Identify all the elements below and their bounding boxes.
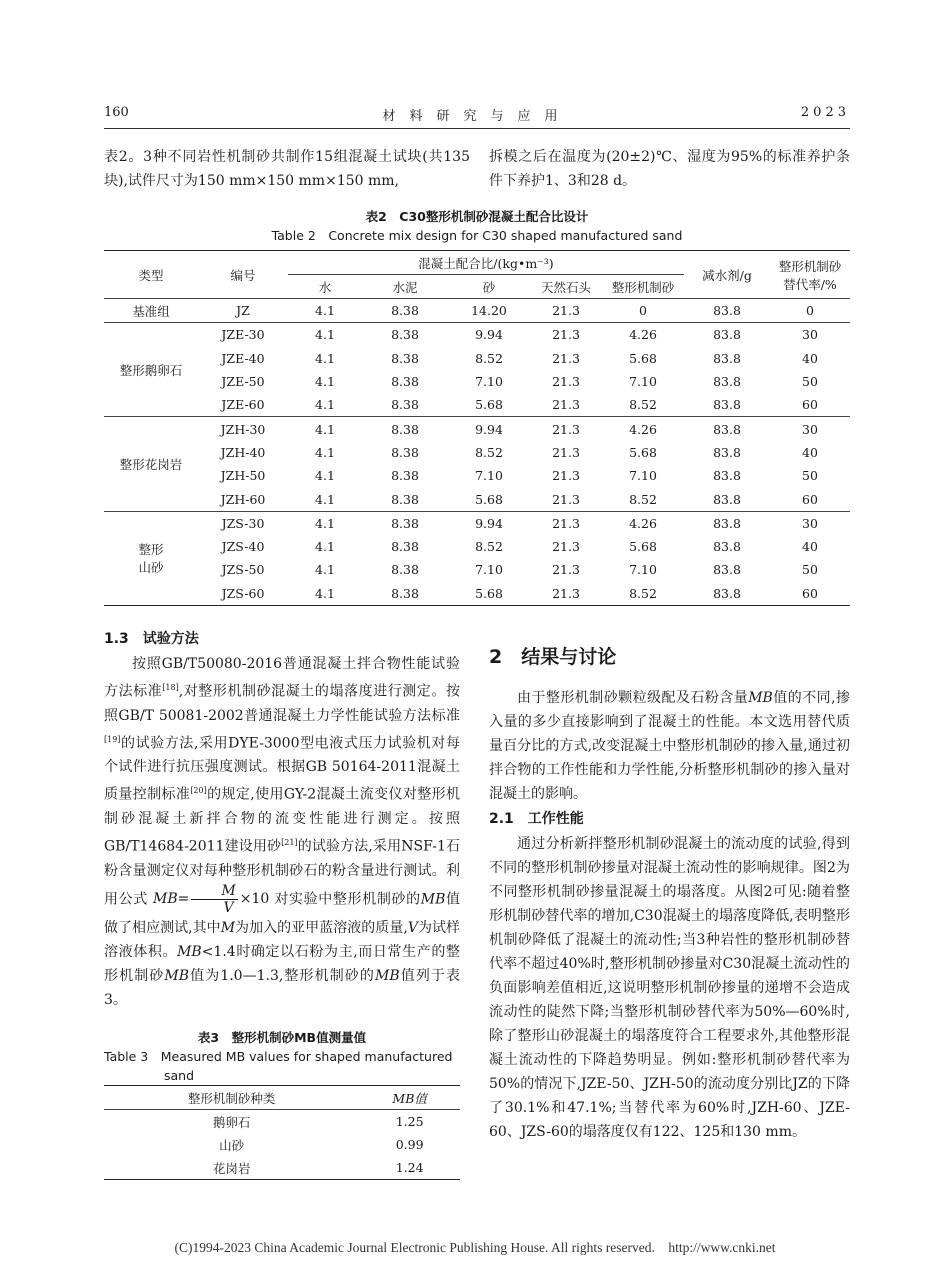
intro-right-paragraph: 拆模之后在温度为(20±2)℃、湿度为95%的标准养护条件下养护1、3和28 d。 xyxy=(489,149,850,189)
th-sand-type: 整形机制砂种类 xyxy=(187,1090,276,1106)
table2-caption-zh: 表2 C30整形机制砂混凝土配合比设计 xyxy=(365,209,589,224)
th-cement: 水泥 xyxy=(392,279,418,295)
th-mb-value: MB值 xyxy=(392,1090,427,1106)
table-row: JZH-50 4.1 8.38 7.10 21.3 7.10 83.8 50 xyxy=(220,468,818,484)
table-row: 整形花岗岩 JZH-30 4.1 8.38 9.94 21.3 4.26 83.8 30 xyxy=(104,417,850,441)
th-msand: 整形机制砂 xyxy=(611,279,675,295)
section-2-intro: 由于整形机制砂颗粒级配及石粉含量MB值的不同,掺入量的多少直接影响到了混凝土的性能。本文选用替代质量百分比的方式,改变混凝土中整形机制砂的掺入量,通过初拌合物的工作性能和力学性能,分析整形机制砂的掺入量对混凝土的影响。 xyxy=(489,690,850,802)
th-mix-group: 混凝土配合比/(kg•m⁻³) xyxy=(288,251,684,275)
table2-caption-en: Table 2 Concrete mix design for C30 shaped manufactured sand xyxy=(271,228,683,243)
table-row: 整形 山砂 JZS-30 4.1 8.38 9.94 21.3 4.26 83.8 30 xyxy=(104,511,850,535)
table-row: JZH-40 4.1 8.38 8.52 21.3 5.68 83.8 40 xyxy=(220,444,818,460)
page-number: 160 xyxy=(104,105,129,120)
group-type: 基准组 xyxy=(132,303,170,319)
section-2-1-heading: 2.1 工作性能 xyxy=(489,811,584,827)
intro-left-paragraph: 表2。3种不同岩性机制砂共制作15组混凝土试块(共135块),试件尺寸为150 mm×150 mm×150 mm, xyxy=(104,149,470,189)
th-type: 类型 xyxy=(104,251,198,299)
journal-title: 材料研究与应用 xyxy=(382,109,572,124)
table-row: JZE-50 4.1 8.38 7.10 21.3 7.10 83.8 50 xyxy=(221,374,818,390)
table-row: JZH-60 4.1 8.38 5.68 21.3 8.52 83.8 60 xyxy=(104,487,850,511)
section-1-3-heading: 1.3 试验方法 xyxy=(104,631,199,647)
copyright-footer: (C)1994-2023 China Academic Journal Electronic Publishing House. All rights reserved. http://www.cnki.net xyxy=(174,1240,776,1255)
table3-caption: 表3 整形机制砂MB值测量值 Table 3 Measured MB values for shaped manufactured sand xyxy=(104,1028,460,1085)
th-sand: 砂 xyxy=(482,279,496,295)
table2-mix-design xyxy=(104,250,850,606)
table-row: 山砂 0.99 xyxy=(219,1137,424,1153)
table-row: JZS-40 4.1 8.38 8.52 21.3 5.68 83.8 40 xyxy=(221,539,818,555)
table3-mb-values xyxy=(104,1085,460,1180)
table-row: JZE-60 4.1 8.38 5.68 21.3 8.52 83.8 60 xyxy=(104,393,850,417)
group-type: 整形花岗岩 xyxy=(104,417,198,511)
table2-caption xyxy=(104,207,850,245)
th-stone: 天然石头 xyxy=(540,279,591,295)
header-rule xyxy=(104,128,850,129)
th-replacement-rate: 整形机制砂 替代率/% xyxy=(770,251,850,299)
table-row: 整形鹅卵石 JZE-30 4.1 8.38 9.94 21.3 4.26 83.8 30 xyxy=(104,323,850,347)
group-type: 整形鹅卵石 xyxy=(104,323,198,417)
th-reducer: 减水剂/g xyxy=(684,251,770,299)
table-row: 鹅卵石 1.25 xyxy=(212,1114,424,1130)
running-header xyxy=(104,105,850,127)
th-water: 水 xyxy=(318,279,332,295)
table-row: 基准组 JZ 4.1 8.38 14.20 21.3 0 83.8 0 xyxy=(104,299,850,323)
table-row: JZE-40 4.1 8.38 8.52 21.3 5.68 83.8 40 xyxy=(221,350,818,366)
group-type: 整形 山砂 xyxy=(104,511,198,605)
table-row: 花岗岩 1.24 xyxy=(104,1156,460,1180)
table3-caption-zh: 表3 整形机制砂MB值测量值 xyxy=(197,1030,367,1045)
journal-year: 2023 xyxy=(800,105,850,120)
table-row: JZS-60 4.1 8.38 5.68 21.3 8.52 83.8 60 xyxy=(104,582,850,606)
section-2-1-body: 通过分析新拌整形机制砂混凝土的流动度的试验,得到不同的整形机制砂掺量对混凝土流动性的影响规律。图2为不同整形机制砂掺量混凝土的塌落度。从图2可见:随着整形机制砂替代率的增加,C30混凝土的塌落度降低,表明整形机制砂降低了混凝土的流动性;当3种岩性的整形机制砂替代率不超过40%时,整形机制砂掺量对C30混凝土流动性的负面影响差值相近,这说明整形机制砂掺量的递增不会造成流动性的陡然下降;当整形机制砂替代率为50%—60%时,除了整形山砂混凝土的塌落度符合工程要求外,其他整形混凝土流动性的下降趋势明显。例如:整形机制砂替代率为50%的情况下,JZE-50、JZH-50的流动度分别比JZ的下降了30.1%和47.1%;当替代率为60%时,JZH-60、JZE-60、JZS-60的塌落度仅有122、125和130 mm。 xyxy=(489,836,850,1140)
mb-formula: MB= $\frac{M}{V}$ ×10 xyxy=(153,882,270,916)
th-code: 编号 xyxy=(198,251,288,299)
section-2-heading: 2 结果与讨论 xyxy=(489,646,617,668)
table-row: JZS-50 4.1 8.38 7.10 21.3 7.10 83.8 50 xyxy=(221,562,818,578)
table3-caption-en: Table 3 Measured MB values for shaped manufactured xyxy=(104,1049,453,1064)
section-1-3-body: 按照GB/T50080-2016普通混凝土拌合物性能试验方法标准[18],对整形机制砂混凝土的塌落度进行测定。按照GB/T 50081-2002普通混凝土力学性能试验方法标准[19]的试验方法,采用DYE-3000型电液式压力试验机对每个试件进行抗压强度测试。根据GB 50164-2011混凝土质量控制标准[20]的规定,使用GY-2混凝土流变仪对整形机制砂混凝土新拌合物的流变性能进行测定。按照GB/T14684-2011建设用砂[21]的试验方法,采用NSF-1石粉含量测定仪对每种整形机制砂石的粉含量进行测试。利用公式 MB= $\frac{M}{V}$ ×10 对实验中整形机制砂的MB值做了相应测试,其中M为加入的亚甲蓝溶液的质量,V为试样溶液体积。MB<1.4时确定以石粉为主,而日常生产的整形机制砂MB值为1.0—1.3,整形机制砂的MB值列于表3。 xyxy=(104,656,461,1008)
